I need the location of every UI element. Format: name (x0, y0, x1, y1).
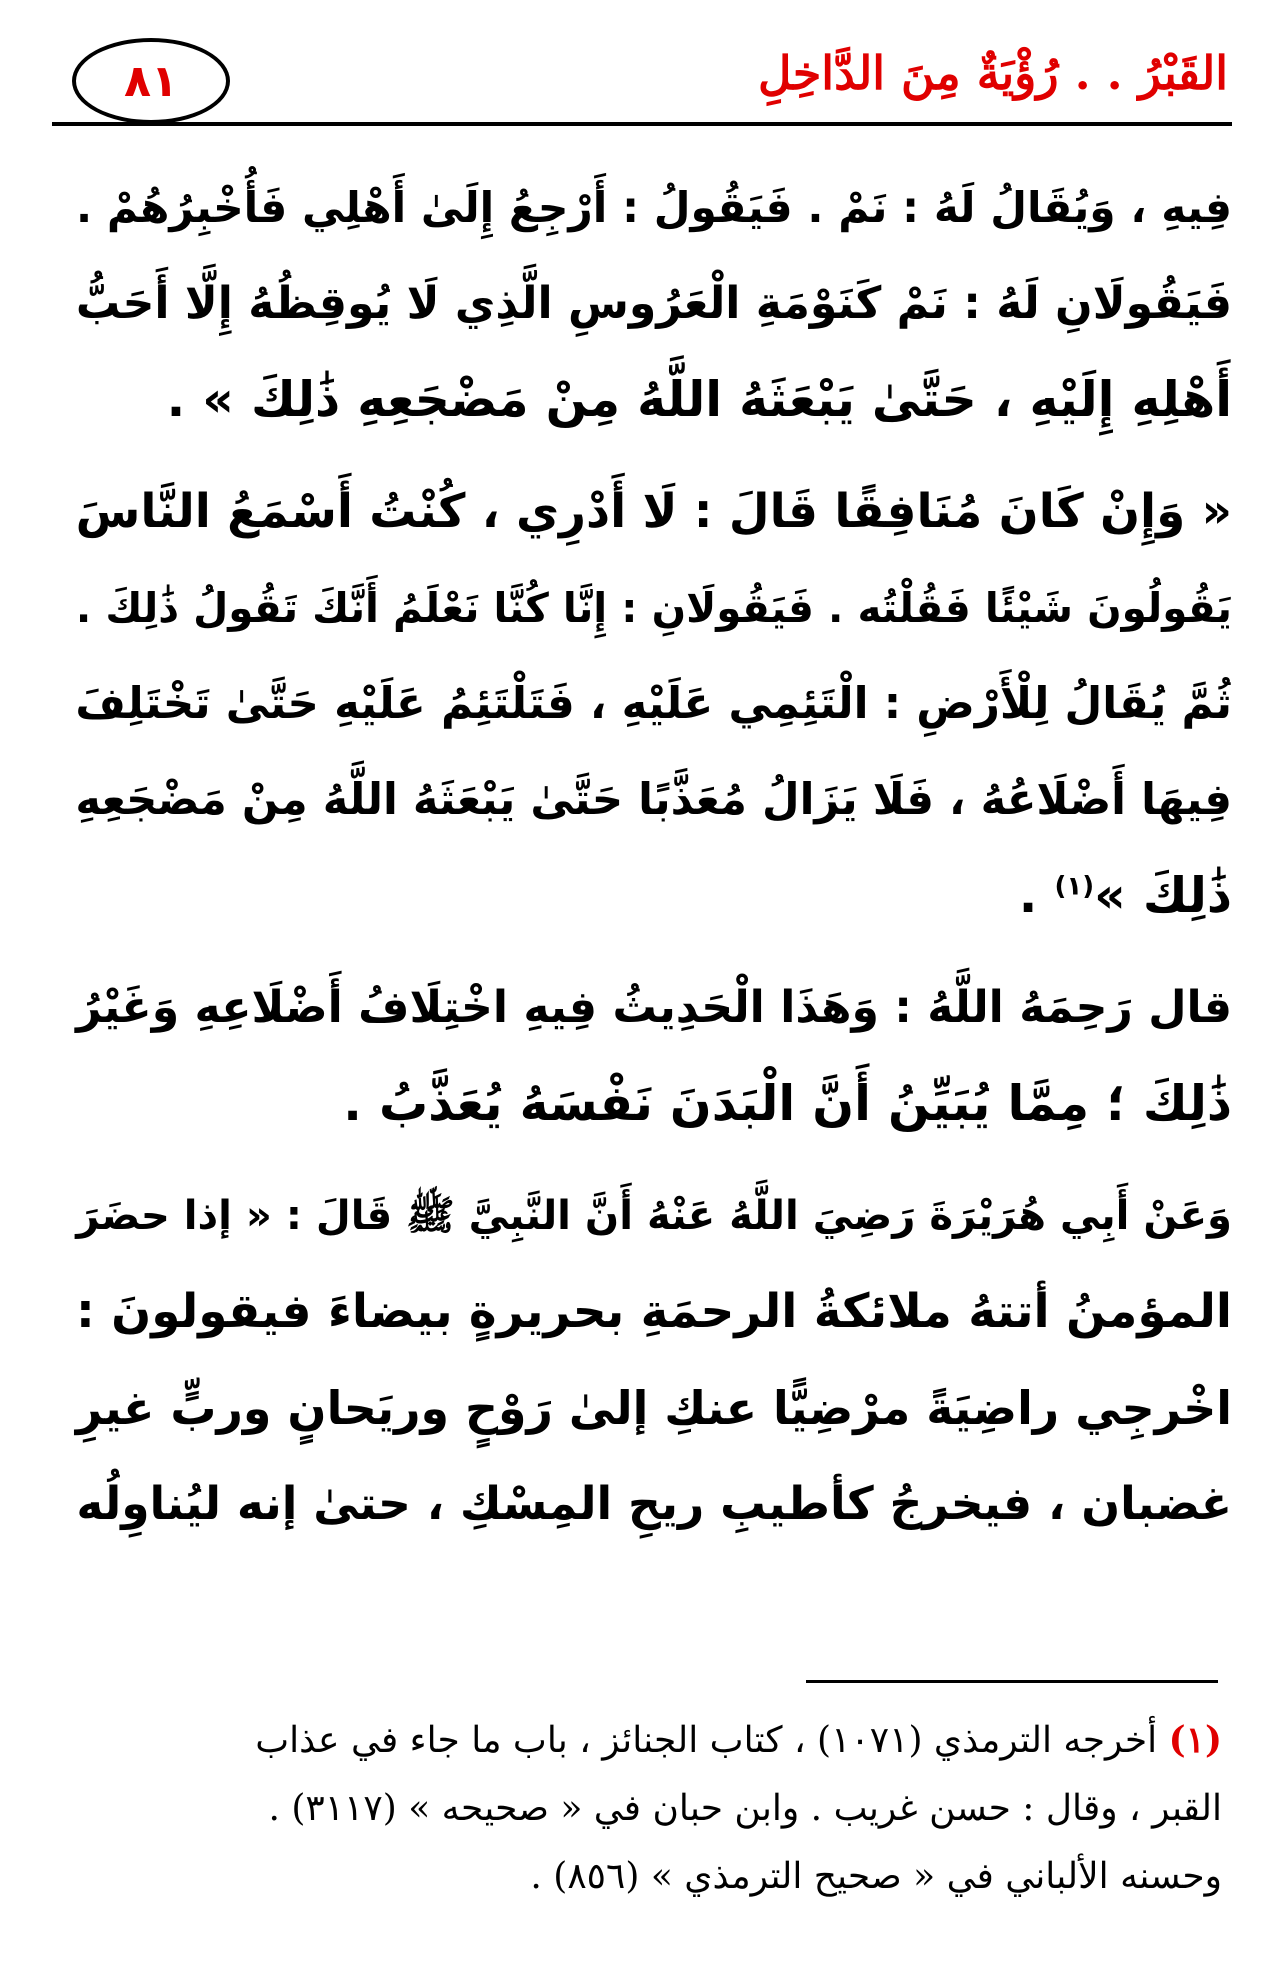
paragraph-3 (52, 960, 1232, 1152)
footnote (52, 1706, 1222, 1911)
body-text (52, 160, 1232, 1552)
text-line: غضبان ، فيخرجُ كأطيبِ ريحِ المِسْكِ ، حتىٰ إنه ليُناوِلُه (76, 1477, 1232, 1530)
footnote-reference[interactable]: (١) (1054, 871, 1095, 902)
text-line: فَيَقُولَانِ لَهُ : نَمْ كَنَوْمَةِ الْعَرُوسِ الَّذِي لَا يُوقِظُهُ إِلَّا أَحَبُّ (75, 278, 1232, 329)
text-line: فِيهَا أَضْلَاعُهُ ، فَلَا يَزَالُ مُعَذَّبًا حَتَّىٰ يَبْعَثَهُ اللَّهُ مِنْ مَضْجَعِهِ (75, 775, 1232, 825)
text-line: اخْرجِي راضِيَةً مرْضِيًّا عنكِ إلىٰ رَوْحٍ وريَحانٍ وربٍّ غيرِ (75, 1381, 1232, 1435)
footnote-text: أخرجه الترمذي (١٠٧١) ، كتاب الجنائز ، باب ما جاء في عذاب (255, 1720, 1158, 1761)
text-line: أَهْلِهِ إِلَيْهِ ، حَتَّىٰ يَبْعَثَهُ اللَّهُ مِنْ مَضْجَعِهِ ذَٰلِكَ » . (166, 371, 1232, 428)
text-fragment: . (1018, 867, 1055, 924)
header-divider (52, 122, 1232, 126)
page-number-oval (72, 38, 230, 124)
footnote-divider (806, 1680, 1218, 1683)
text-line: ذَٰلِكَ ؛ مِمَّا يُبَيِّنُ أَنَّ الْبَدَنَ نَفْسَهُ يُعَذَّبُ . (343, 1075, 1232, 1132)
running-title: القَبْرُ . . رُؤْيَةٌ مِنَ الدَّاخِلِ (758, 46, 1228, 100)
text-line (52, 848, 1232, 944)
text-line: المؤمنُ أتتهُ ملائكةُ الرحمَةِ بحريرةٍ بيضاءَ فيقولونَ : (76, 1284, 1232, 1339)
text-line: يَقُولُونَ شَيْئًا فَقُلْتُه . فَيَقُولَانِ : إِنَّا كُنَّا نَعْلَمُ أَنَّكَ تَقُولُ ذَٰلِكَ . (75, 584, 1232, 632)
footnote-line: القبر ، وقال : حسن غريب . وابن حبان في « صحيحه » (٣١١٧) . (268, 1788, 1222, 1829)
text-line: ثُمَّ يُقَالُ لِلْأَرْضِ : الْتَئِمِي عَلَيْهِ ، فَتَلْتَئِمُ عَلَيْهِ حَتَّىٰ تَخْتَلِفَ (75, 679, 1232, 729)
text-line: وَعَنْ أَبِي هُرَيْرَةَ رَضِيَ اللَّهُ عَنْهُ أَنَّ النَّبِيَّ ﷺ قَالَ : « إذا حضَرَ (76, 1193, 1232, 1239)
text-fragment: ذَٰلِكَ » (1094, 867, 1232, 924)
paragraph-4 (52, 1168, 1232, 1552)
paragraph-2 (52, 464, 1232, 944)
text-line: « وَإِنْ كَانَ مُنَافِقًا قَالَ : لَا أَدْرِي ، كُنْتُ أَسْمَعُ النَّاسَ (75, 484, 1232, 539)
footnote-marker: (١) (1168, 1719, 1222, 1761)
text-line: فِيهِ ، وَيُقَالُ لَهُ : نَمْ . فَيَقُولُ : أَرْجِعُ إِلَىٰ أَهْلِي فَأُخْبِرُهُمْ . (75, 183, 1232, 232)
paragraph-1 (52, 160, 1232, 448)
page-number: ٨١ (124, 55, 178, 107)
footnote-line: وحسنه الألباني في « صحيح الترمذي » (٨٥٦) . (530, 1856, 1222, 1897)
text-line: قال رَحِمَهُ اللَّهُ : وَهَذَا الْحَدِيثُ فِيهِ اخْتِلَافُ أَضْلَاعِهِ وَغَيْرُ (76, 982, 1232, 1033)
footnote-line (52, 1706, 1222, 1775)
